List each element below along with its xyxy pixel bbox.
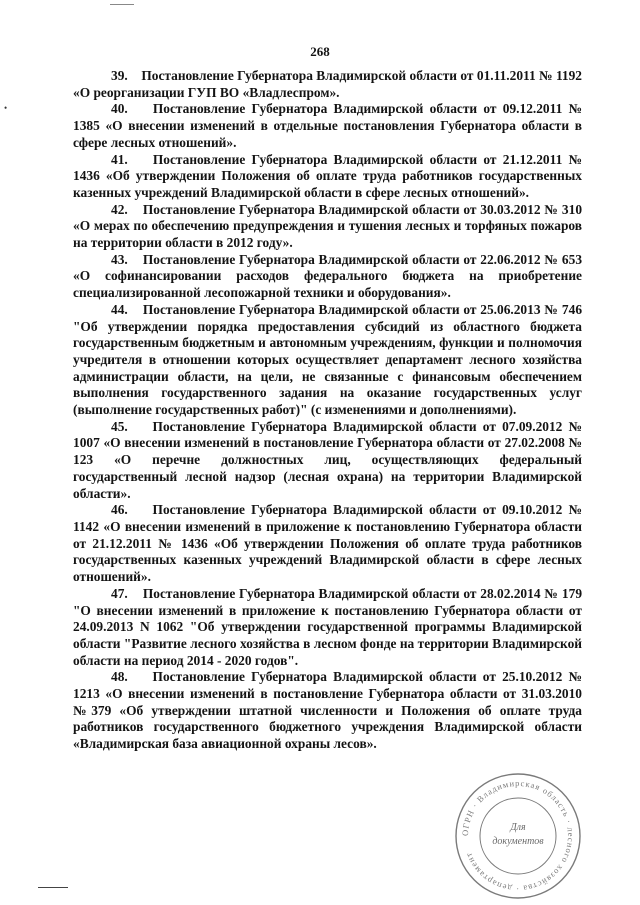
list-item [73, 152, 582, 202]
list-item [73, 669, 582, 753]
item-number: 43. [111, 251, 128, 267]
item-number: 39. [111, 68, 128, 83]
regulation-list [73, 68, 582, 753]
item-text: Постановление Губернатора Владимирской области от 25.10.2012 № 1213 «О внесении изменений в постановление Губернатора области от 31.03.2010 №379 «Об утверждении штатной численности и Положения об оплате труда работников государственного бюджетного учреждения Владимирской области «Владимирская база авиационной охраны лесов». [73, 669, 582, 752]
item-text: Постановление Губернатора Владимирской области от 21.12.2011 № 1436 «Об утверждении Положения об оплате труда работников государственных казенных учреждений Владимирской области в сфере лесных отношений». [73, 151, 583, 200]
item-number: 40. [111, 101, 128, 117]
item-text: Постановление Губернатора Владимирской области от 09.10.2012 № 1142 «О внесении изменений в приложение к постановлению Губернатора области от 21.12.2011 № 1436 «Об утверждении Положения об оплате труда работников государственных казенных учреждений Владимирской области в сфере лесных отношений». [73, 502, 582, 585]
scan-mark-bottom [38, 887, 68, 888]
item-text: Постановление Губернатора Владимирской области от 09.12.2011 № 1385 «О внесении изменений в отдельные постановления Губернатора области в сфере лесных отношений». [73, 101, 583, 150]
scan-mark-left: • [4, 103, 8, 113]
item-number: 47. [111, 585, 128, 601]
official-stamp [452, 770, 584, 902]
stamp-center-line1: Для [510, 822, 526, 833]
list-item [73, 68, 582, 101]
item-number: 48. [111, 669, 128, 685]
stamp-center-line2: документов [492, 836, 544, 847]
item-text: Постановление Губернатора Владимирской области от 01.11.2011 № 1192 «О реорганизации ГУП ВО «Владлеспром». [73, 68, 582, 100]
page-number: 268 [310, 44, 330, 59]
scan-mark-top [110, 4, 134, 5]
item-number: 41. [111, 151, 128, 167]
item-text: Постановление Губернатора Владимирской области от 30.03.2012 № 310 «О мерах по обеспечению предупреждения и тушения лесных и торфяных пожаров на территории области в 2012 году». [73, 201, 583, 251]
item-text: Постановление Губернатора Владимирской области от 28.02.2014 № 179 "О внесении изменений в приложение к постановлению Губернатора области от 24.09.2013 N 1062 "Об утверждении государственной программы Владимирской области "Развитие лесного хозяйства в лесном фонде на территории Владимирской области на период 2014 - 2020 годов". [73, 585, 583, 668]
list-item [73, 101, 582, 151]
item-number: 42. [111, 201, 128, 217]
item-number: 45. [111, 418, 128, 434]
list-item [73, 202, 582, 252]
list-item [73, 586, 582, 670]
item-number: 44. [111, 301, 128, 317]
stamp-ring-text: ОГРН · Владимирская область · лесного хозяйства · департамент [459, 777, 577, 895]
list-item [73, 302, 582, 419]
item-text: Постановление Губернатора Владимирской области от 22.06.2012 № 653 «О софинансировании расходов федерального бюджета на приобретение специализированной лесопожарной техники и оборудования». [73, 251, 583, 301]
item-number: 46. [111, 502, 128, 518]
item-text: Постановление Губернатора Владимирской области от 25.06.2013 № 746 "Об утверждении порядка предоставления субсидий из областного бюджета государственным бюджетным и автономным учреждениям, функции и полномочия учредителя в отношении которых осуществляет департамент лесного хозяйства администрации области, на цели, не связанные с финансовым обеспечением выполнения государственного задания на оказание государственных услуг (выполнение государственных работ)" (с изменениями и дополнениями). [73, 301, 583, 418]
item-text: Постановление Губернатора Владимирской области от 07.09.2012 № 1007 «О внесении изменений в постановление Губернатора области от 27.02.2008 № 123 «О перечне должностных лиц, осуществляющих федеральный государственный лесной надзор (лесная охрана) на территории Владимирской области». [73, 418, 582, 501]
list-item [73, 502, 582, 586]
list-item [73, 252, 582, 302]
list-item [73, 419, 582, 503]
